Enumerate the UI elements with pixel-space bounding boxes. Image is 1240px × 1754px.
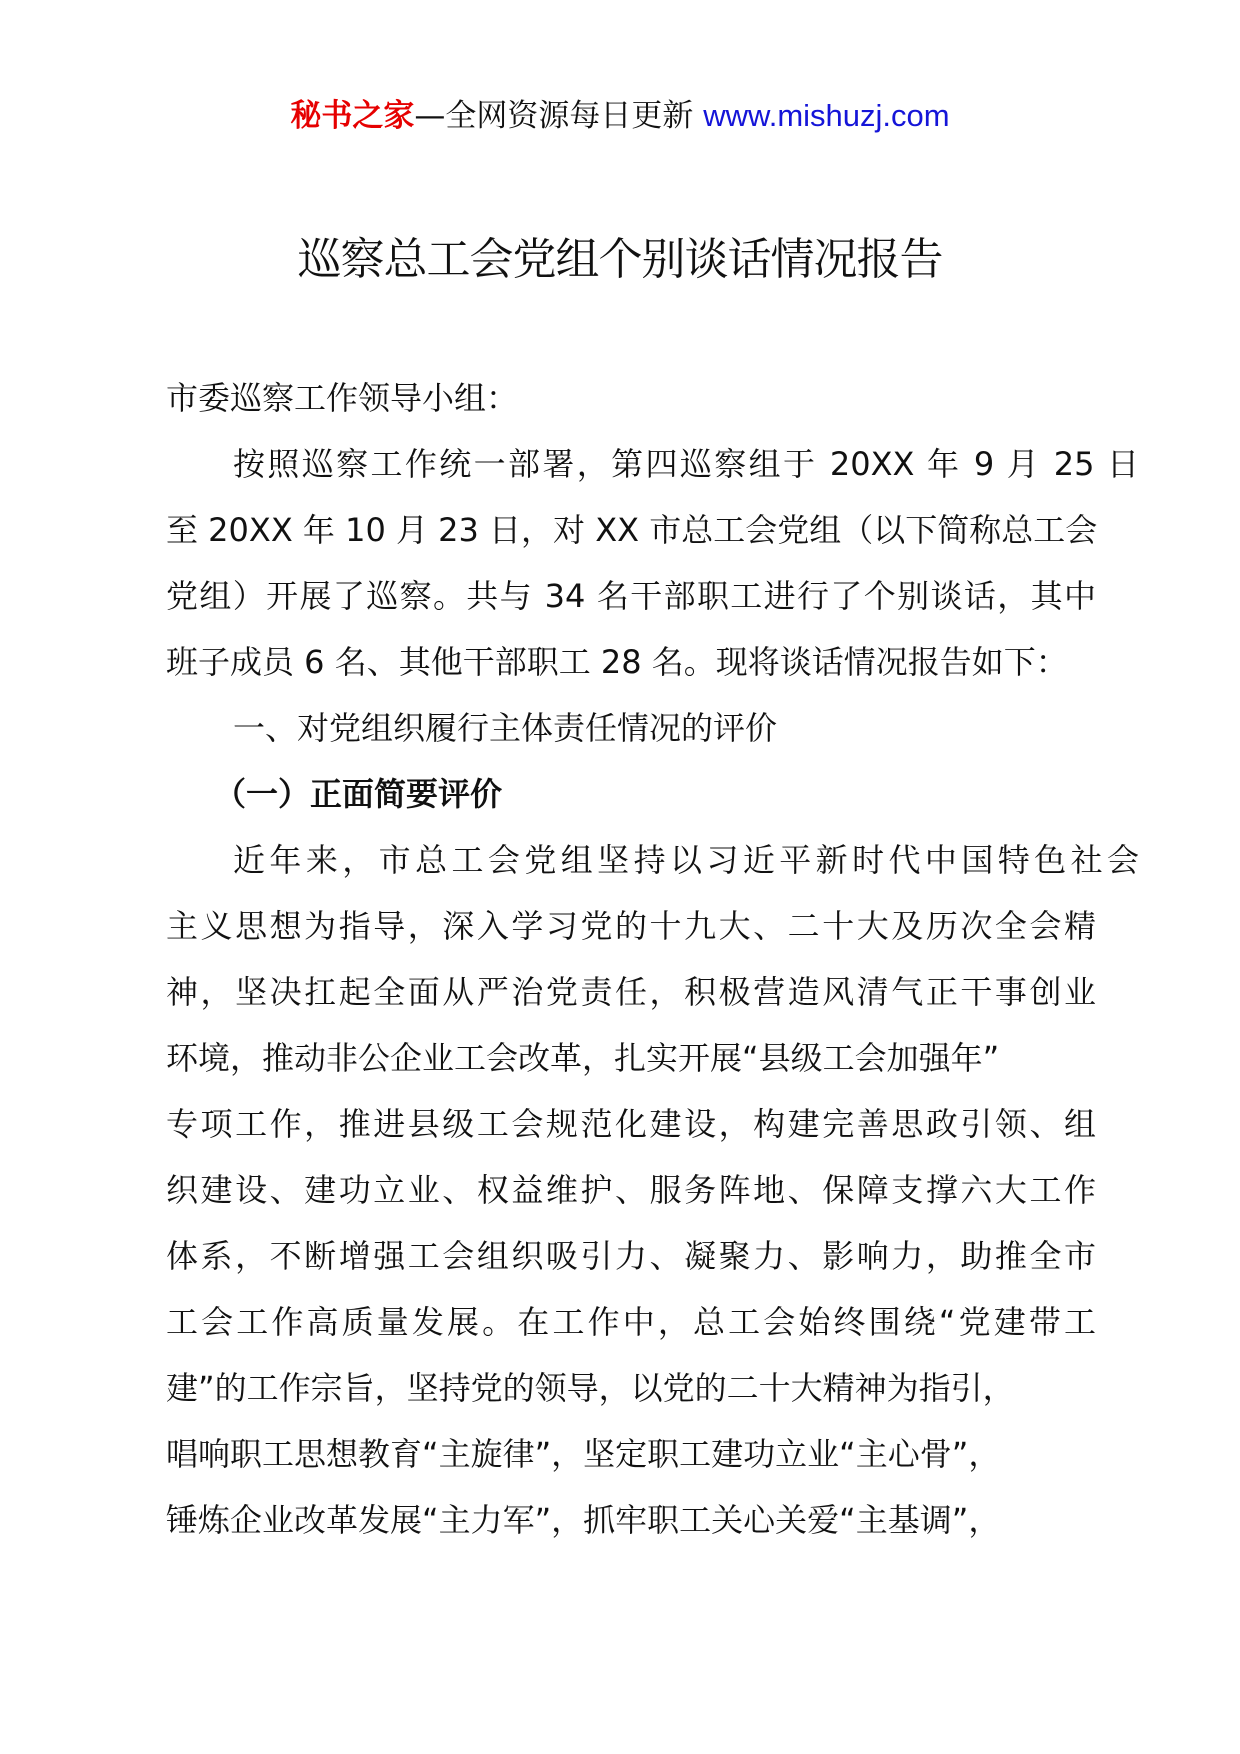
paragraph-line: 主义思想为指导，深入学习党的十九大、二十大及历次全会精 [166,907,1096,945]
site-url-link[interactable]: www.mishuzj.com [703,98,950,133]
paragraph-line: 建”的工作宗旨，坚持党的领导，以党的二十大精神为指引， [166,1369,1015,1407]
header-slogan: 全网资源每日更新 [445,98,694,134]
document-title: 巡察总工会党组个别谈话情况报告 [297,234,943,285]
paragraph-line: 至 20XX 年 10 月 23 日，对 XX 市总工会党组（以下简称总工会 [166,511,1098,549]
site-header-banner [0,96,1240,136]
paragraph-line: 环境，推动非公企业工会改革，扎实开展“县级工会加强年” [166,1039,1000,1077]
paragraph-line: 专项工作，推进县级工会规范化建设，构建完善思政引领、组 [166,1105,1096,1143]
paragraph-line: 班子成员 6 名、其他干部职工 28 名。现将谈话情况报告如下： [166,643,1068,681]
paragraph-line: 党组）开展了巡察。共与 34 名干部职工进行了个别谈话，其中 [166,577,1096,615]
header-dash: — [414,98,446,134]
paragraph-line: 工会工作高质量发展。在工作中，总工会始终围绕“党建带工 [166,1303,1096,1341]
paragraph-line: 体系，不断增强工会组织吸引力、凝聚力、影响力，助推全市 [166,1237,1096,1275]
salutation-line: 市委巡察工作领导小组： [166,379,519,417]
paragraph-line: 神，坚决扛起全面从严治党责任，积极营造风清气正干事创业 [166,973,1096,1011]
site-brand-name: 秘书之家 [290,98,415,134]
subsection-heading: （一）正面简要评价 [214,775,503,813]
document-body [166,365,1139,1553]
paragraph-line: 唱响职工思想教育“主旋律”，坚定职工建功立业“主心骨”， [166,1435,1001,1473]
paragraph-line: 织建设、建功立业、权益维护、服务阵地、保障支撑六大工作 [166,1171,1096,1209]
paragraph-line: 按照巡察工作统一部署，第四巡察组于 20XX 年 9 月 25 日 [233,445,1139,483]
paragraph-line: 近年来，市总工会党组坚持以习近平新时代中国特色社会 [233,841,1139,879]
section-heading: 一、对党组织履行主体责任情况的评价 [233,709,778,747]
paragraph-line: 锤炼企业改革发展“主力军”，抓牢职工关心关爱“主基调”， [166,1501,1001,1539]
